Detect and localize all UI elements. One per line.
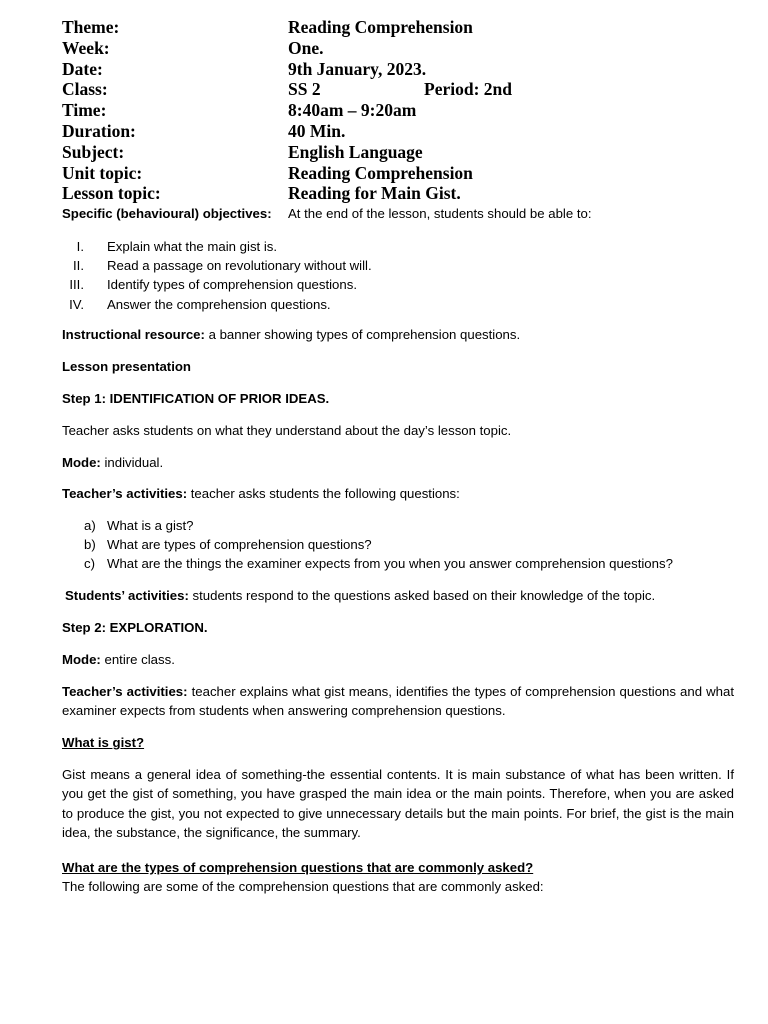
gist-paragraph: Gist means a general idea of something-the essential contents. It is main substance of what has been written. If you get the gist of something, you have grasped the main idea or the main points. Therefore, when you are asked to produce the gist, you not expected to give unnecessary details but the main points. For brief, the gist is the main idea, the substance, the significance, the summary. <box>62 767 734 841</box>
week-label: Week: <box>62 37 110 58</box>
class-label: Class: <box>62 79 108 100</box>
list-item <box>62 535 734 554</box>
class-row <box>62 79 622 100</box>
subject-value: English Language <box>288 141 423 162</box>
objectives-row <box>62 204 734 224</box>
lesson-header <box>62 17 622 204</box>
list-item-text: What are types of comprehension questions? <box>107 537 372 553</box>
gist-heading: What is gist? <box>62 735 145 750</box>
step1-teacher-activities <box>62 484 734 503</box>
step1-students-activities <box>65 586 737 605</box>
date-label: Date: <box>62 58 103 79</box>
list-marker: a) <box>84 518 96 533</box>
students-activities-text: students respond to the questions asked based on their knowledge of the topic. <box>188 588 656 603</box>
subject-row <box>62 142 622 163</box>
list-marker: II. <box>73 258 84 274</box>
class-value: SS 2 <box>288 79 321 100</box>
date-value: 9th January, 2023. <box>288 58 427 79</box>
list-item-text: Explain what the main gist is. <box>107 239 278 254</box>
step1-heading: Step 1: IDENTIFICATION OF PRIOR IDEAS. <box>62 391 330 406</box>
objectives-intro: At the end of the lesson, students should be able to: <box>288 206 592 221</box>
list-marker: b) <box>84 537 96 553</box>
week-row <box>62 38 622 59</box>
date-row <box>62 59 622 80</box>
step2-mode <box>62 650 734 669</box>
step2-teacher-activities <box>62 682 734 721</box>
list-item <box>62 237 734 256</box>
objectives-list <box>62 237 734 314</box>
unit-topic-value: Reading Comprehension <box>288 162 473 183</box>
time-value: 8:40am – 9:20am <box>288 100 417 121</box>
list-item-text: Read a passage on revolutionary without will. <box>107 258 372 274</box>
teacher-activities-label: Teacher’s activities: <box>62 486 188 501</box>
mode-text: entire class. <box>100 652 175 667</box>
list-marker: IV. <box>69 296 84 312</box>
lesson-body <box>62 204 734 894</box>
lesson-topic-label: Lesson topic: <box>62 183 161 204</box>
mode-label: Mode: <box>62 652 101 667</box>
period-value: Period: 2nd <box>424 79 512 100</box>
resource-text: a banner showing types of comprehension questions. <box>204 327 521 342</box>
students-activities-label: Students’ activities: <box>65 588 189 603</box>
duration-value: 40 Min. <box>288 120 346 141</box>
instructional-resource <box>62 325 734 344</box>
types-intro: The following are some of the comprehension questions that are commonly asked: <box>62 879 544 894</box>
step2-heading: Step 2: EXPLORATION. <box>62 620 208 635</box>
list-item-text: Answer the comprehension questions. <box>107 296 331 312</box>
list-item <box>62 516 734 535</box>
list-item <box>62 295 734 314</box>
unit-topic-row <box>62 163 622 184</box>
step1-intro: Teacher asks students on what they understand about the day’s lesson topic. <box>62 423 512 438</box>
theme-value: Reading Comprehension <box>288 17 473 37</box>
lesson-presentation-heading: Lesson presentation <box>62 359 191 374</box>
types-heading: What are the types of comprehension questions that are commonly asked? <box>62 860 534 875</box>
list-marker: I. <box>76 239 84 254</box>
step1-questions-list <box>62 516 734 574</box>
subject-label: Subject: <box>62 141 125 162</box>
step1-mode <box>62 453 734 472</box>
list-item <box>62 554 734 573</box>
mode-label: Mode: <box>62 455 101 470</box>
list-item-text: What is a gist? <box>107 518 194 533</box>
lesson-topic-row <box>62 183 622 204</box>
duration-label: Duration: <box>62 120 136 141</box>
time-label: Time: <box>62 100 107 121</box>
time-row <box>62 100 622 121</box>
list-item <box>62 275 734 294</box>
list-item <box>62 256 734 275</box>
objectives-label: Specific (behavioural) objectives: <box>62 206 272 221</box>
lesson-topic-value: Reading for Main Gist. <box>288 183 461 204</box>
duration-row <box>62 121 622 142</box>
theme-row <box>62 17 622 38</box>
teacher-activities-text: teacher asks students the following questions: <box>187 486 460 501</box>
list-item-text: Identify types of comprehension questions. <box>107 277 357 293</box>
list-item-text: What are the things the examiner expects from you when you answer comprehension questions? <box>107 556 673 572</box>
resource-label: Instructional resource: <box>62 327 205 342</box>
list-marker: III. <box>69 277 84 293</box>
week-value: One. <box>288 37 324 58</box>
teacher-activities-text: teacher explains what gist means, identifies the types of comprehension questions and what examiner expects from students when answering comprehension questions. <box>62 684 734 719</box>
unit-topic-label: Unit topic: <box>62 162 143 183</box>
teacher-activities-label: Teacher’s activities: <box>62 684 188 699</box>
mode-text: individual. <box>100 455 164 470</box>
list-marker: c) <box>84 556 95 572</box>
theme-label: Theme: <box>62 17 120 37</box>
